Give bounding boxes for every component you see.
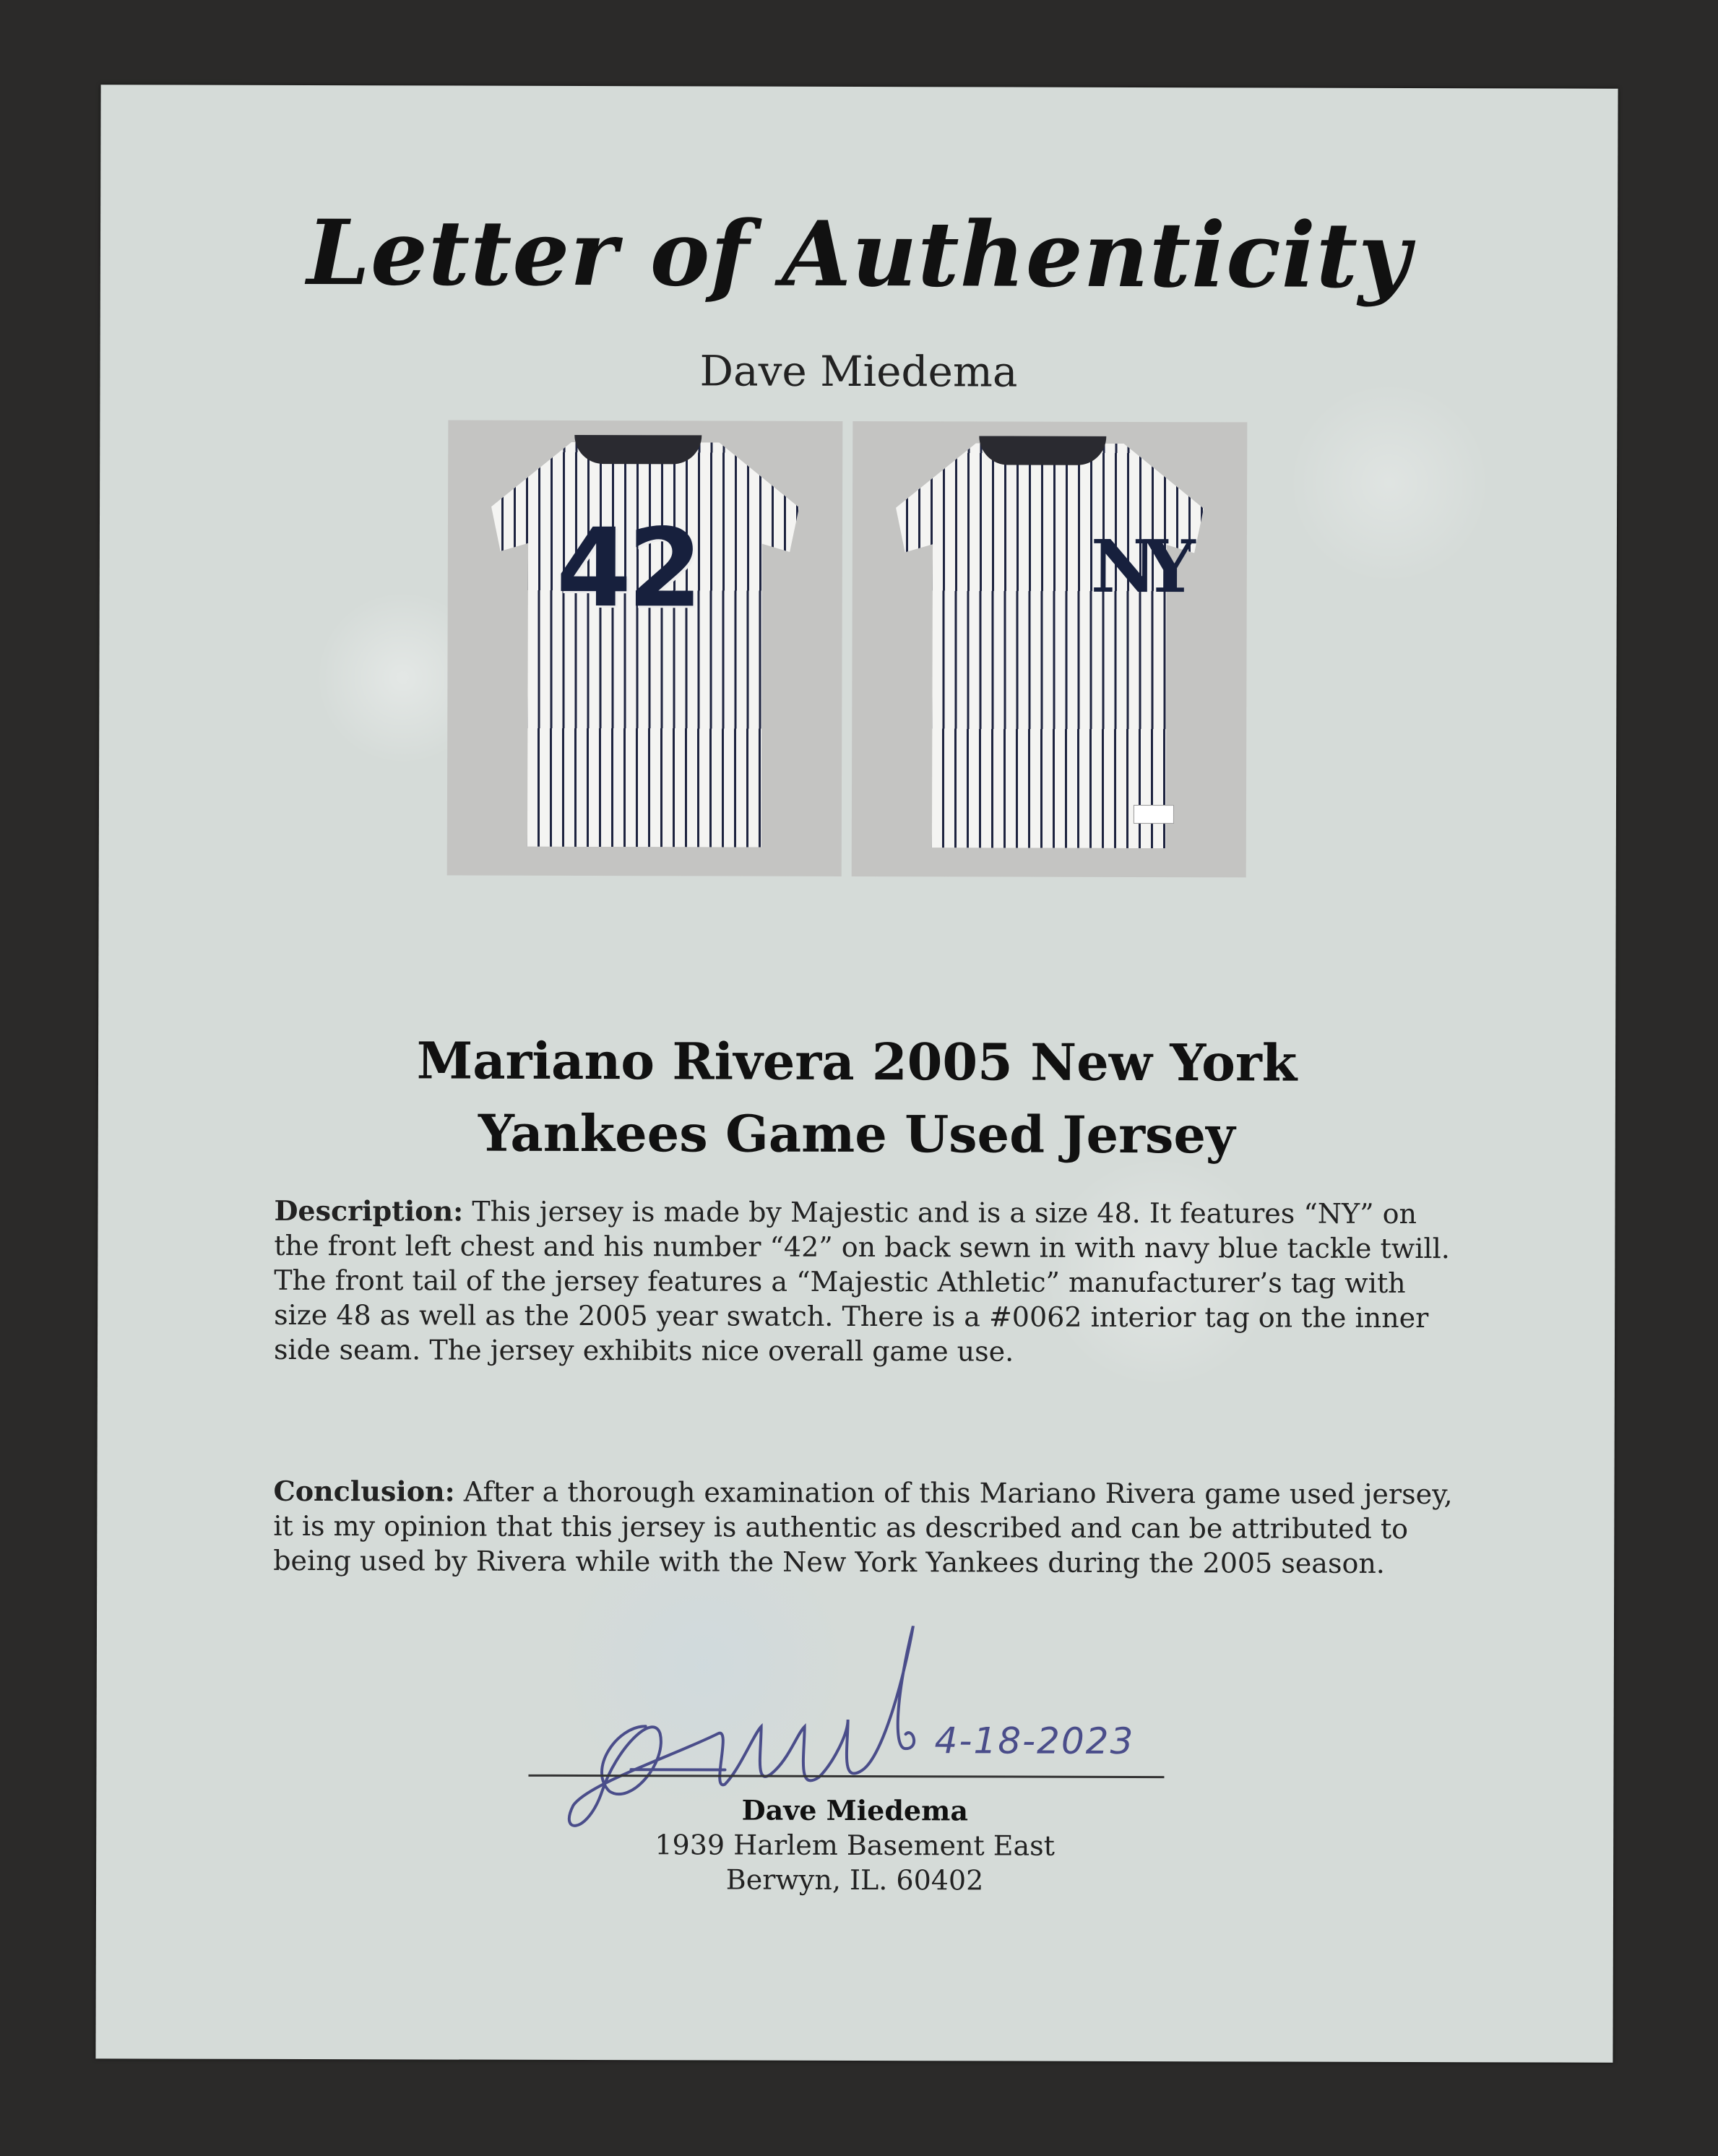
jersey-front-photo — [852, 421, 1248, 877]
pinstripe-jersey-front — [895, 443, 1204, 848]
conclusion-label: Conclusion: — [273, 1474, 455, 1508]
letter-paper — [95, 85, 1618, 2062]
jersey-back-photo — [447, 421, 843, 876]
item-heading — [98, 1024, 1616, 1172]
signer-name: Dave Miedema — [741, 1793, 969, 1827]
ny-logo: NY — [1090, 523, 1183, 610]
jersey-number: 42 — [556, 505, 699, 632]
conclusion-paragraph — [273, 1474, 1458, 1581]
heading-line-2: Yankees Game Used Jersey — [478, 1103, 1235, 1165]
page-title: Letter of Authenticity — [306, 201, 1412, 309]
manufacturer-tag — [1134, 805, 1174, 824]
description-label: Description: — [274, 1194, 464, 1228]
jersey-collar — [574, 435, 702, 464]
pinstripe-jersey-back — [491, 442, 799, 848]
signature-date: 4-18-2023 — [934, 1720, 1135, 1763]
jersey-collar — [979, 436, 1106, 465]
heading-line-1: Mariano Rivera 2005 New York — [416, 1030, 1298, 1093]
author-subtitle: Dave Miedema — [699, 346, 1018, 397]
address-line-1: 1939 Harlem Basement East — [655, 1829, 1056, 1862]
description-paragraph — [274, 1194, 1459, 1370]
conclusion-text: After a thorough examination of this Mariano Rivera game used jersey, it is my opinion that this jersey is authentic as described and can be attributed to being used by Rivera while with the New York Yankees during the 2005 season. — [273, 1475, 1453, 1579]
address-line-2: Berwyn, IL. 60402 — [725, 1863, 984, 1897]
description-text: This jersey is made by Majestic and is a size 48. It features “NY” on the front left chest and his number “42” on back sewn in with navy blue tackle twill. The front tail of the jersey features a “Majestic Athletic” manufacturer’s tag with size 48 as well as the 2005 year swatch. There is a #0062 interior tag on the inner side seam. The jersey exhibits nice overall game use. — [273, 1195, 1450, 1368]
jersey-photos — [447, 421, 1269, 878]
